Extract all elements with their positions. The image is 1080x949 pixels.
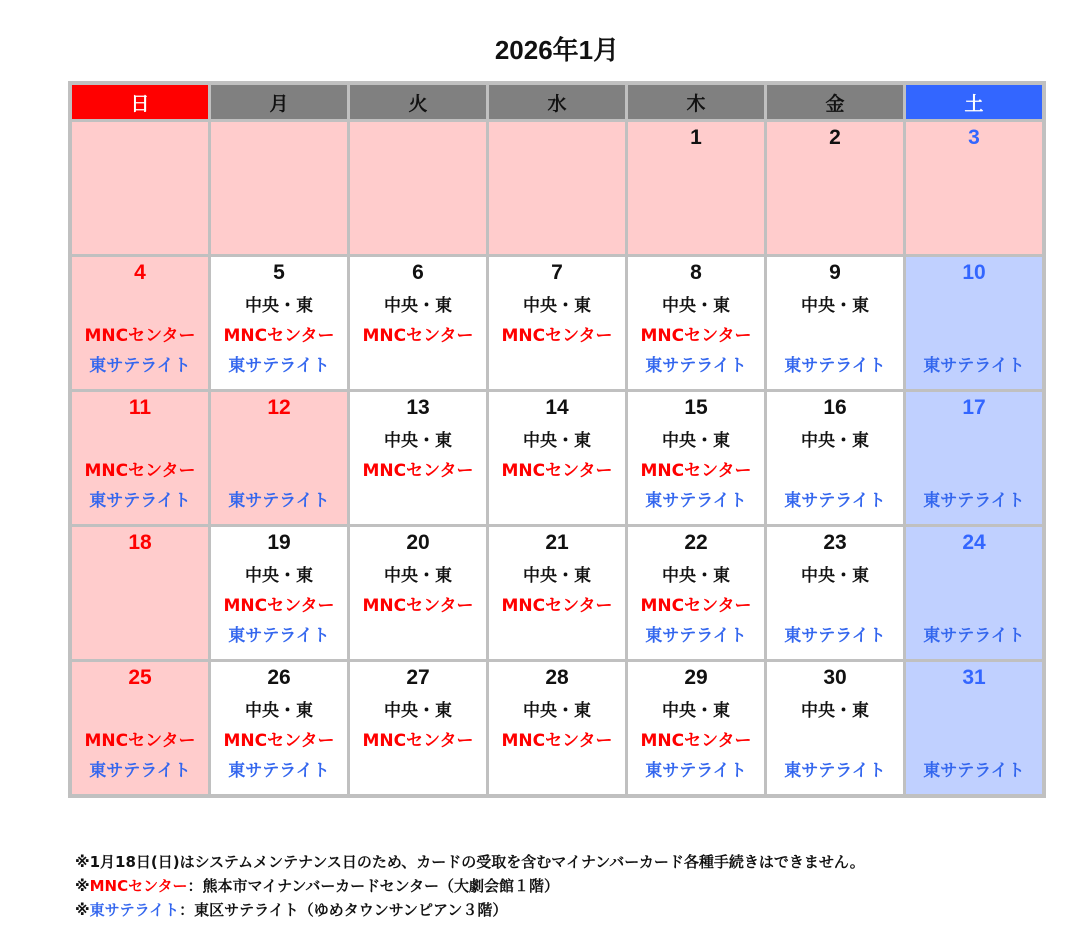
central-availability: 中央・東 (384, 296, 452, 316)
east-satellite-availability: 東サテライト (923, 626, 1025, 646)
central-availability: 中央・東 (523, 701, 591, 721)
mnc-center-availability: MNCセンター (640, 596, 752, 616)
mnc-center-availability: MNCセンター (501, 326, 613, 346)
day-number: 26 (267, 666, 291, 689)
day-number: 3 (968, 126, 980, 149)
central-availability: 中央・東 (662, 431, 730, 451)
calendar-title: 2026年1月 (494, 35, 620, 65)
day-number: 31 (962, 666, 986, 689)
calendar-body (72, 122, 1042, 794)
note-mnc (75, 874, 865, 898)
day-number: 6 (412, 261, 424, 284)
calendar-day-cell (906, 527, 1042, 659)
mnc-center-availability: MNCセンター (640, 326, 752, 346)
day-number: 21 (545, 531, 569, 554)
day-number: 8 (690, 261, 702, 284)
day-number: 16 (823, 396, 847, 419)
day-number: 1 (690, 126, 702, 149)
east-satellite-availability: 東サテライト (784, 356, 886, 376)
mnc-center-availability: MNCセンター (362, 596, 474, 616)
calendar-table (68, 81, 1046, 798)
weekday-tuesday: 火 (350, 85, 486, 119)
east-satellite-availability: 東サテライト (784, 491, 886, 511)
calendar-day-cell (489, 392, 625, 524)
calendar-day-cell (211, 257, 347, 389)
calendar-day-cell (72, 122, 208, 254)
calendar-day-cell (72, 527, 208, 659)
calendar-week-row (72, 122, 1042, 254)
central-availability: 中央・東 (245, 296, 313, 316)
calendar-week-row (72, 662, 1042, 794)
central-availability: 中央・東 (523, 431, 591, 451)
mnc-center-availability: MNCセンター (84, 326, 196, 346)
day-number: 10 (962, 261, 986, 284)
weekday-saturday: 土 (906, 85, 1042, 119)
east-satellite-availability: 東サテライト (89, 761, 191, 781)
central-availability: 中央・東 (384, 566, 452, 586)
calendar-day-cell (767, 122, 903, 254)
calendar-day-cell (628, 257, 764, 389)
weekday-sunday: 日 (72, 85, 208, 119)
day-number: 4 (134, 261, 146, 284)
calendar-day-cell (767, 257, 903, 389)
east-satellite-availability: 東サテライト (784, 626, 886, 646)
central-availability: 中央・東 (245, 566, 313, 586)
mnc-center-availability: MNCセンター (223, 596, 335, 616)
day-number: 28 (545, 666, 569, 689)
east-satellite-availability: 東サテライト (228, 626, 330, 646)
day-number: 25 (128, 666, 152, 689)
calendar-day-cell (767, 662, 903, 794)
note-mnc-label: MNCセンター (89, 877, 188, 895)
calendar-day-cell (628, 392, 764, 524)
day-number: 30 (823, 666, 847, 689)
day-number: 11 (128, 396, 152, 419)
calendar-day-cell (628, 527, 764, 659)
calendar-day-cell (72, 257, 208, 389)
mnc-center-availability: MNCセンター (640, 461, 752, 481)
day-number: 17 (962, 396, 986, 419)
mnc-center-availability: MNCセンター (362, 461, 474, 481)
note-east-label: 東サテライト (89, 901, 180, 919)
day-number: 19 (267, 531, 291, 554)
calendar-day-cell (350, 122, 486, 254)
mnc-center-availability: MNCセンター (362, 731, 474, 751)
weekday-wednesday: 水 (489, 85, 625, 119)
calendar-day-cell (489, 257, 625, 389)
day-number: 18 (128, 531, 152, 554)
east-satellite-availability: 東サテライト (645, 356, 747, 376)
calendar-day-cell (211, 527, 347, 659)
day-number: 5 (273, 261, 285, 284)
calendar-day-cell (350, 257, 486, 389)
note-mnc-prefix: ※ (75, 877, 90, 895)
calendar-week-row (72, 257, 1042, 389)
calendar-week-row (72, 527, 1042, 659)
mnc-center-availability: MNCセンター (501, 596, 613, 616)
day-number: 23 (823, 531, 847, 554)
calendar-day-cell (211, 122, 347, 254)
east-satellite-availability: 東サテライト (228, 761, 330, 781)
east-satellite-availability: 東サテライト (645, 491, 747, 511)
day-number: 2 (829, 126, 841, 149)
calendar-day-cell (628, 122, 764, 254)
weekday-friday: 金 (767, 85, 903, 119)
weekday-thursday: 木 (628, 85, 764, 119)
calendar-week-row (72, 392, 1042, 524)
calendar-day-cell (350, 527, 486, 659)
weekday-monday: 月 (211, 85, 347, 119)
central-availability: 中央・東 (384, 431, 452, 451)
calendar-day-cell (489, 122, 625, 254)
calendar-day-cell (72, 662, 208, 794)
east-satellite-availability: 東サテライト (923, 761, 1025, 781)
note-east-prefix: ※ (75, 901, 90, 919)
central-availability: 中央・東 (662, 701, 730, 721)
mnc-center-availability: MNCセンター (223, 326, 335, 346)
east-satellite-availability: 東サテライト (923, 356, 1025, 376)
day-number: 22 (684, 531, 708, 554)
calendar-day-cell (906, 257, 1042, 389)
east-satellite-availability: 東サテライト (89, 491, 191, 511)
central-availability: 中央・東 (662, 296, 730, 316)
calendar-day-cell (350, 392, 486, 524)
note-mnc-desc: ：熊本市マイナンバーカードセンター（大劇会館１階） (187, 877, 560, 895)
calendar-day-cell (906, 122, 1042, 254)
mnc-center-availability: MNCセンター (84, 461, 196, 481)
calendar-day-cell (211, 662, 347, 794)
calendar-day-cell (72, 392, 208, 524)
mnc-center-availability: MNCセンター (84, 731, 196, 751)
east-satellite-availability: 東サテライト (228, 491, 330, 511)
central-availability: 中央・東 (523, 296, 591, 316)
day-number: 27 (406, 666, 430, 689)
central-availability: 中央・東 (801, 431, 869, 451)
calendar-day-cell (906, 662, 1042, 794)
central-availability: 中央・東 (523, 566, 591, 586)
calendar-day-cell (767, 527, 903, 659)
day-number: 24 (962, 531, 986, 554)
central-availability: 中央・東 (801, 701, 869, 721)
calendar-day-cell (350, 662, 486, 794)
day-number: 14 (545, 396, 569, 419)
mnc-center-availability: MNCセンター (501, 461, 613, 481)
day-number: 15 (684, 396, 708, 419)
east-satellite-availability: 東サテライト (645, 626, 747, 646)
note-east-desc: ：東区サテライト（ゆめタウンサンピアン３階） (179, 901, 508, 919)
east-satellite-availability: 東サテライト (784, 761, 886, 781)
day-number: 20 (406, 531, 430, 554)
calendar-day-cell (211, 392, 347, 524)
calendar-day-cell (628, 662, 764, 794)
calendar-day-cell (906, 392, 1042, 524)
east-satellite-availability: 東サテライト (645, 761, 747, 781)
mnc-center-availability: MNCセンター (362, 326, 474, 346)
calendar-day-cell (767, 392, 903, 524)
weekday-header-row (72, 85, 1042, 119)
day-number: 29 (684, 666, 708, 689)
calendar-day-cell (489, 662, 625, 794)
day-number: 12 (267, 396, 291, 419)
east-satellite-availability: 東サテライト (228, 356, 330, 376)
central-availability: 中央・東 (662, 566, 730, 586)
note-maintenance: ※1月18日(日)はシステムメンテナンス日のため、カードの受取を含むマイナンバーカード各種手続きはできません。 (75, 853, 865, 871)
note-east (75, 898, 865, 922)
central-availability: 中央・東 (245, 701, 313, 721)
east-satellite-availability: 東サテライト (89, 356, 191, 376)
central-availability: 中央・東 (801, 566, 869, 586)
day-number: 9 (829, 261, 841, 284)
mnc-center-availability: MNCセンター (501, 731, 613, 751)
notes (75, 850, 865, 922)
mnc-center-availability: MNCセンター (640, 731, 752, 751)
central-availability: 中央・東 (801, 296, 869, 316)
central-availability: 中央・東 (384, 701, 452, 721)
calendar-day-cell (489, 527, 625, 659)
east-satellite-availability: 東サテライト (923, 491, 1025, 511)
day-number: 7 (551, 261, 563, 284)
mnc-center-availability: MNCセンター (223, 731, 335, 751)
day-number: 13 (406, 396, 430, 419)
